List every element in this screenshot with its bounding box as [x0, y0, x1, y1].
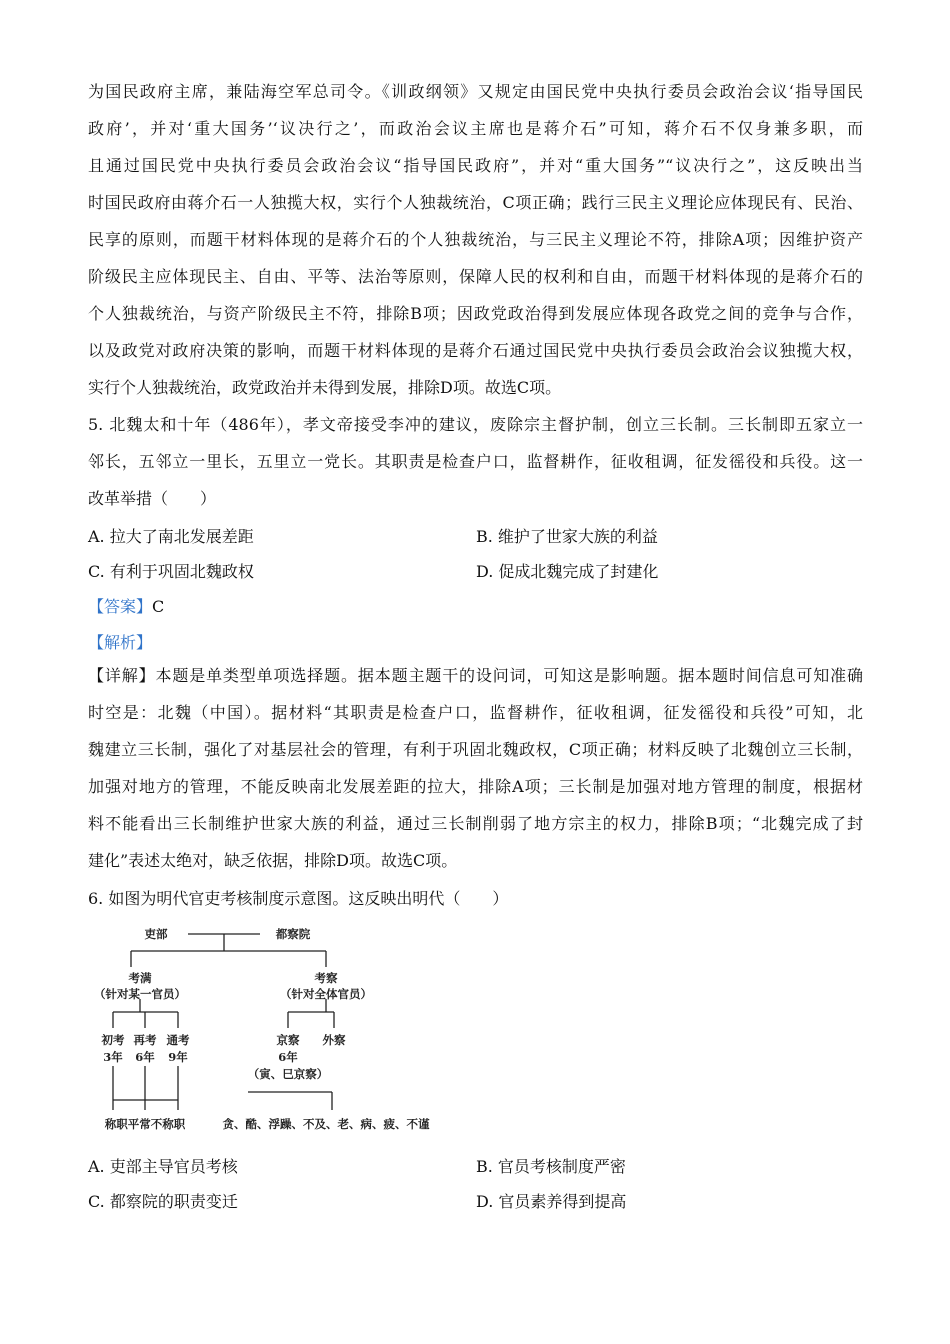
text-line: 以及政党对政府决策的影响，而题干材料体现的是蒋介石通过国民党中央执行委员会政治会议独揽大权， — [88, 341, 863, 360]
text-line: 【详解】本题是单类型单项选择题。据本题主题干的设问词，可知这是影响题。据本题时间信息可知准确 — [88, 666, 863, 685]
text-line: 邻长，五邻立一里长，五里立一党长。其职责是检查户口，监督耕作，征收租调，征发徭役和兵役。这一 — [88, 452, 863, 471]
node-jingcha: 京察 — [276, 1033, 300, 1047]
node-kaocha-note: （针对全体官员） — [280, 987, 372, 1001]
text-line: 且通过国民党中央执行委员会政治会议“指导国民政府”，并对“重大国务”“议决行之”，这反映出当 — [88, 156, 863, 175]
node-duchayuan: 都察院 — [275, 927, 311, 941]
node-kaoman-note: （针对某一官员） — [94, 987, 186, 1001]
node-kaoman: 考满 — [128, 971, 152, 985]
node-libu: 吏部 — [144, 927, 168, 941]
text-line: 为国民政府主席，兼陆海空军总司令。《训政纲领》又规定由国民党中央执行委员会政治会议‘指导国民 — [88, 82, 863, 101]
q5-stem — [88, 406, 863, 517]
node-zaikao-years: 6年 — [135, 1050, 155, 1064]
node-chukao: 初考 — [101, 1033, 125, 1047]
q6-stem: 6. 如图为明代官吏考核制度示意图。这反映出明代（ ） — [88, 889, 509, 908]
q5-answer — [88, 594, 164, 617]
q6-option-c[interactable]: C. 都察院的职责变迁 — [88, 1192, 238, 1211]
node-kaocha: 考察 — [314, 971, 338, 985]
text-line: 魏建立三长制，强化了对基层社会的管理，有利于巩固北魏政权，C项正确；材料反映了北魏创立三长制， — [88, 740, 863, 759]
node-jingcha-note: （寅、巳京察） — [247, 1067, 329, 1081]
result-right: 贪、酷、浮躁、不及、老、病、疲、不谨 — [222, 1117, 430, 1131]
result-left: 称职平常不称职 — [104, 1117, 186, 1131]
text-line: 改革举措（ ） — [88, 489, 217, 508]
answer-tag: 【答案】 — [88, 597, 153, 616]
text-line: 时空是：北魏（中国）。据材料“其职责是检查户口，监督耕作，征收租调，征发徭役和兵役”可知，北 — [88, 703, 863, 722]
text-line: 5. 北魏太和十年（486年），孝文帝接受李冲的建议，废除宗主督护制，创立三长制。三长制即五家立一 — [88, 415, 863, 434]
answer-value: C — [152, 597, 165, 616]
q5-option-c[interactable]: C. 有利于巩固北魏政权 — [88, 562, 254, 581]
official-assessment-diagram — [88, 920, 433, 1140]
node-chukao-years: 3年 — [103, 1050, 123, 1064]
node-tongkao: 通考 — [166, 1033, 190, 1047]
text-line: 建化”表述太绝对，缺乏依据，排除D项。故选C项。 — [88, 851, 458, 870]
text-line: 个人独裁统治，与资产阶级民主不符，排除B项；因政党政治得到发展应体现各政党之间的竞争与合作， — [88, 304, 863, 323]
node-waicha: 外察 — [322, 1033, 346, 1047]
node-tongkao-years: 9年 — [168, 1050, 188, 1064]
diagram-svg — [88, 920, 433, 1140]
text-line: 加强对地方的管理，不能反映南北发展差距的拉大，排除A项；三长制是加强对地方管理的制度，根据材 — [88, 777, 863, 796]
q6-option-d[interactable]: D. 官员素养得到提高 — [476, 1192, 627, 1211]
node-jingcha-years: 6年 — [278, 1050, 298, 1064]
text-line: 时国民政府由蒋介石一人独揽大权，实行个人独裁统治，C项正确；践行三民主义理论应体现民有、民治、 — [88, 193, 863, 212]
node-zaikao: 再考 — [133, 1033, 157, 1047]
text-line: 实行个人独裁统治，政党政治并未得到发展，排除D项。故选C项。 — [88, 378, 562, 397]
q5-option-d[interactable]: D. 促成北魏完成了封建化 — [476, 562, 659, 581]
q5-option-a[interactable]: A. 拉大了南北发展差距 — [88, 527, 254, 546]
text-line: 阶级民主应体现民主、自由、平等、法治等原则，保障人民的权利和自由，而题干材料体现的是蒋介石的 — [88, 267, 863, 286]
q5-analysis-tag: 【解析】 — [88, 633, 153, 652]
text-line: 料不能看出三长制维护世家大族的利益，通过三长制削弱了地方宗主的权力，排除B项；“北魏完成了封 — [88, 814, 863, 833]
q5-option-b[interactable]: B. 维护了世家大族的利益 — [476, 527, 658, 546]
q6-option-a[interactable]: A. 吏部主导官员考核 — [88, 1157, 238, 1176]
q4-explanation — [88, 73, 863, 406]
q6-option-b[interactable]: B. 官员考核制度严密 — [476, 1157, 626, 1176]
diagram-lines — [113, 934, 334, 1110]
text-line: 政府’，并对‘重大国务’‘议决行之’，而政治会议主席也是蒋介石”可知，蒋介石不仅身兼多职，而 — [88, 119, 863, 138]
q5-detail — [88, 657, 863, 879]
text-line: 民享的原则，而题干材料体现的是蒋介石的个人独裁统治，与三民主义理论不符，排除A项；因维护资产 — [88, 230, 863, 249]
